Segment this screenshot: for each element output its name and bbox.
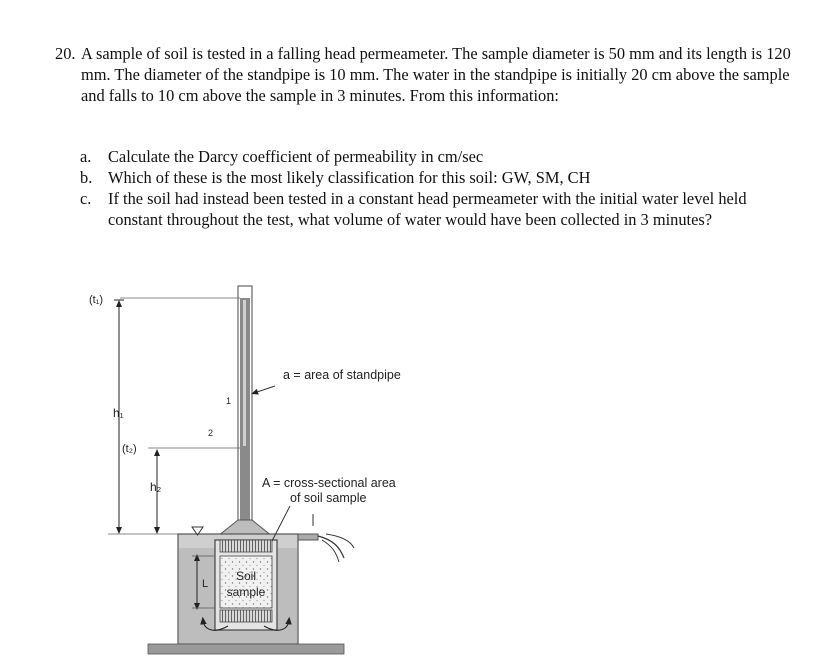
standpipe-area-label: a = area of standpipe bbox=[283, 368, 401, 382]
tick-label-2: 2 bbox=[208, 428, 214, 438]
base-plate bbox=[148, 644, 344, 654]
bottom-screen bbox=[220, 610, 272, 622]
overflow-spout bbox=[298, 534, 318, 540]
part-text: Calculate the Darcy coefficient of permeability in cm/sec bbox=[108, 147, 484, 166]
standpipe-highlight bbox=[243, 300, 246, 446]
sample-area-label-line1: A = cross-sectional area bbox=[262, 476, 396, 490]
part-letter: c. bbox=[80, 189, 92, 208]
sample-area-label-line2: of soil sample bbox=[290, 491, 367, 505]
soil-label-line2: sample bbox=[226, 585, 266, 599]
h2-label: h₂ bbox=[150, 480, 162, 494]
h1-label: h₁ bbox=[113, 406, 124, 420]
tick-label-1: 1 bbox=[226, 396, 232, 406]
outflow-water-2 bbox=[322, 540, 339, 562]
part-letter: b. bbox=[80, 168, 93, 187]
l-label: L bbox=[202, 578, 209, 590]
part-letter: a. bbox=[80, 147, 92, 166]
problem-stem: A sample of soil is tested in a falling head permeameter. The sample diameter is 50 mm and its length is 120 mm. The diameter of the standpipe is 10 mm. The water in the standpipe is initially 20 cm above the sample and falls to 10 cm above the sample in 3 minutes. From this information: bbox=[81, 44, 791, 105]
part-text: If the soil had instead been tested in a constant head permeameter with the initial water level held constant throughout the test, what volume of water would have been collected in 3 minutes? bbox=[108, 189, 747, 229]
t2-label: (t₂) bbox=[122, 443, 137, 455]
top-screen bbox=[220, 540, 272, 552]
standpipe-leader bbox=[254, 386, 275, 393]
t1-label: (t₁) bbox=[89, 294, 104, 306]
part-text: Which of these is the most likely classification for this soil: GW, SM, CH bbox=[108, 168, 591, 187]
problem-number: 20. bbox=[55, 44, 76, 63]
soil-label-line1: Soil bbox=[235, 569, 257, 583]
